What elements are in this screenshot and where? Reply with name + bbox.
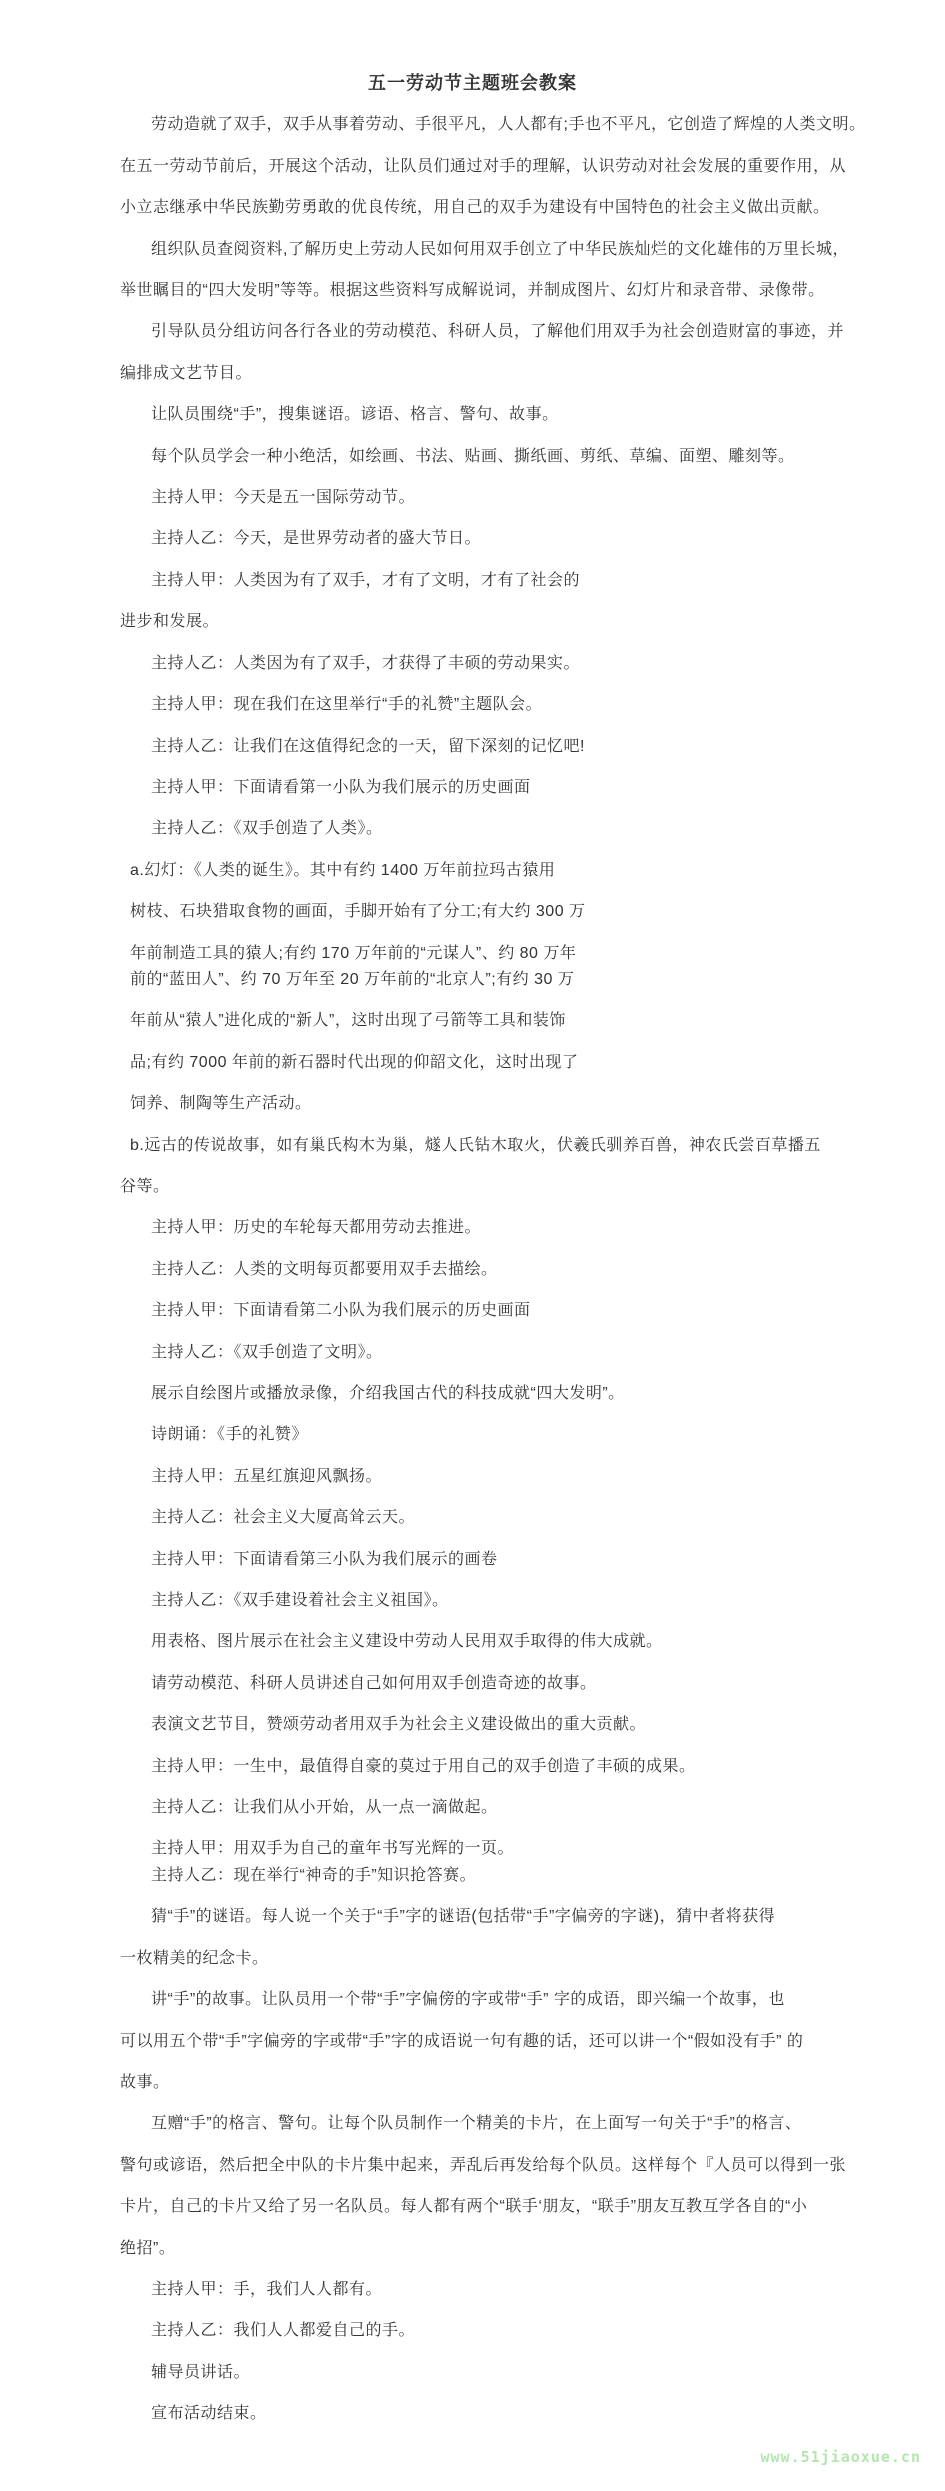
text-line: 一枚精美的纪念卡。 <box>120 1949 269 1967</box>
text-line: 组织队员查阅资料,了解历史上劳动人民如何用双手创立了中华民族灿烂的文化雄伟的万里长城， <box>151 240 849 258</box>
text-line: 主持人甲：五星红旗迎风飘扬。 <box>151 1467 383 1485</box>
text-line: 主持人甲：今天是五一国际劳动节。 <box>151 489 416 507</box>
text-line: 主持人乙：让我们从小开始，从一点一滴做起。 <box>151 1799 498 1817</box>
text-line: 主持人甲：现在我们在这里举行“手的礼赞”主题队会。 <box>151 696 543 714</box>
text-line: 树枝、石块猎取食物的画面，手脚开始有了分工;有大约 300 万 <box>130 903 586 921</box>
text-line: 主持人乙：《双手建设着社会主义祖国》。 <box>151 1592 449 1610</box>
text-line: 主持人甲：一生中，最值得自豪的莫过于用自己的双手创造了丰硕的成果。 <box>151 1757 696 1775</box>
text-line: 主持人乙：社会主义大厦高耸云天。 <box>151 1509 416 1527</box>
text-line: 主持人甲：历史的车轮每天都用劳动去推进。 <box>151 1219 482 1237</box>
text-line: 品;有约 7000 年前的新石器时代出现的仰韶文化，这时出现了 <box>130 1053 579 1071</box>
text-line: 诗朗诵：《手的礼赞》 <box>151 1426 309 1444</box>
text-line: 展示自绘图片或播放录像，介绍我国古代的科技成就“四大发明”。 <box>151 1385 625 1402</box>
text-line: 绝招”。 <box>120 2239 176 2257</box>
text-line: 猜“手”的谜语。每人说一个关于“手”字的谜语(包括带“手”字偏旁的字谜)，猜中者将获得 <box>151 1908 776 1926</box>
text-line: a.幻灯：《人类的诞生》。其中有约 1400 万年前拉玛古猿用 <box>130 861 556 879</box>
text-line: 主持人甲：手，我们人人都有。 <box>151 2280 383 2298</box>
text-line: 小立志继承中华民族勤劳勇敢的优良传统，用自己的双手为建设有中国特色的社会主义做出贡献。 <box>120 199 830 217</box>
site-watermark: www.51jiaoxue.cn <box>760 2448 921 2466</box>
text-line: 用表格、图片展示在社会主义建设中劳动人民用双手取得的伟大成就。 <box>151 1633 663 1651</box>
text-line: 让队员围绕“手”，搜集谜语。谚语、格言、警句、故事。 <box>151 406 559 424</box>
text-line: 主持人甲：用双手为自己的童年书写光辉的一页。 <box>151 1840 515 1858</box>
text-line: 主持人乙：《双手创造了人类》。 <box>151 820 383 838</box>
page-title: 五一劳动节主题班会教案 <box>368 73 577 93</box>
text-line: 主持人甲：下面请看第一小队为我们展示的历史画面 <box>151 778 531 796</box>
text-line: 故事。 <box>120 2073 170 2091</box>
text-line: 主持人乙：人类因为有了双手，才获得了丰硕的劳动果实。 <box>151 654 581 672</box>
text-line: 请劳动模范、科研人员讲述自己如何用双手创造奇迹的故事。 <box>151 1674 597 1692</box>
text-line: 讲“手”的故事。让队员用一个带“手”字偏傍的字或带“手” 字的成语，即兴编一个故事，也 <box>151 1991 785 2009</box>
text-line: 进步和发展。 <box>120 613 220 631</box>
text-line: 主持人甲：下面请看第三小队为我们展示的画卷 <box>151 1550 498 1568</box>
text-line: 主持人乙：现在举行“神奇的手”知识抢答赛。 <box>151 1866 477 1884</box>
document-body <box>0 104 945 2434</box>
text-line: 宣布活动结束。 <box>151 2405 267 2423</box>
text-line: 举世瞩目的“四大发明”等等。根据这些资料写成解说词，并制成图片、幻灯片和录音带、录像带。 <box>120 282 825 300</box>
text-line: 主持人甲：下面请看第二小队为我们展示的历史画面 <box>151 1302 531 1320</box>
text-line: 互赠“手”的格言、警句。让每个队员制作一个精美的卡片，在上面写一句关于“手”的格言、 <box>151 2115 802 2133</box>
text-line: 主持人乙：《双手创造了文明》。 <box>151 1343 383 1361</box>
text-line: 主持人乙：人类的文明每页都要用双手去描绘。 <box>151 1260 498 1278</box>
text-line: 主持人甲：人类因为有了双手，才有了文明，才有了社会的 <box>151 571 581 589</box>
text-line: 每个队员学会一种小绝活，如绘画、书法、贴画、撕纸画、剪纸、草编、面塑、雕刻等。 <box>151 447 795 465</box>
text-line: 年前从“猿人”进化成的“新人”，这时出现了弓箭等工具和装饰 <box>130 1012 566 1030</box>
text-line: 辅导员讲话。 <box>151 2363 251 2381</box>
text-line: 在五一劳动节前后，开展这个活动，让队员们通过对手的理解，认识劳动对社会发展的重要作用，从 <box>120 157 847 175</box>
text-line: 编排成文艺节目。 <box>120 364 253 382</box>
text-line: 可以用五个带“手”字偏旁的字或带“手”字的成语说一句有趣的话，还可以讲一个“假如没有手” 的 <box>120 2032 804 2050</box>
text-line: 年前制造工具的猿人;有约 170 万年前的“元谋人”、约 80 万年 <box>130 944 577 962</box>
text-line: 前的“蓝田人”、约 70 万年至 20 万年前的“北京人”;有约 30 万 <box>130 970 575 988</box>
text-line: 主持人乙：今天，是世界劳动者的盛大节日。 <box>151 530 482 548</box>
text-line: b.远古的传说故事，如有巢氏构木为巢，燧人氏钻木取火，伏羲氏驯养百兽，神农氏尝百草播五 <box>130 1136 821 1154</box>
text-line: 表演文艺节目，赞颂劳动者用双手为社会主义建设做出的重大贡献。 <box>151 1716 647 1734</box>
text-line: 谷等。 <box>120 1177 170 1195</box>
text-line: 警句或谚语，然后把全中队的卡片集中起来，弄乱后再发给每个队员。这样每个『人员可以得到一张 <box>120 2156 847 2174</box>
text-line: 主持人乙：我们人人都爱自己的手。 <box>151 2322 416 2340</box>
text-line: 卡片，自己的卡片又给了另一名队员。每人都有两个“联手‘朋友，“联手”朋友互教互学各自的“小 <box>120 2198 808 2216</box>
text-line: 饲养、制陶等生产活动。 <box>130 1095 312 1113</box>
text-line: 主持人乙：让我们在这值得纪念的一天，留下深刻的记忆吧! <box>151 737 585 755</box>
text-line: 引导队员分组访问各行各业的劳动模范、科研人员，了解他们用双手为社会创造财富的事迹，并 <box>151 323 845 341</box>
text-line: 劳动造就了双手，双手从事着劳动、手很平凡，人人都有;手也不平凡，它创造了辉煌的人类文明。 <box>151 116 866 134</box>
